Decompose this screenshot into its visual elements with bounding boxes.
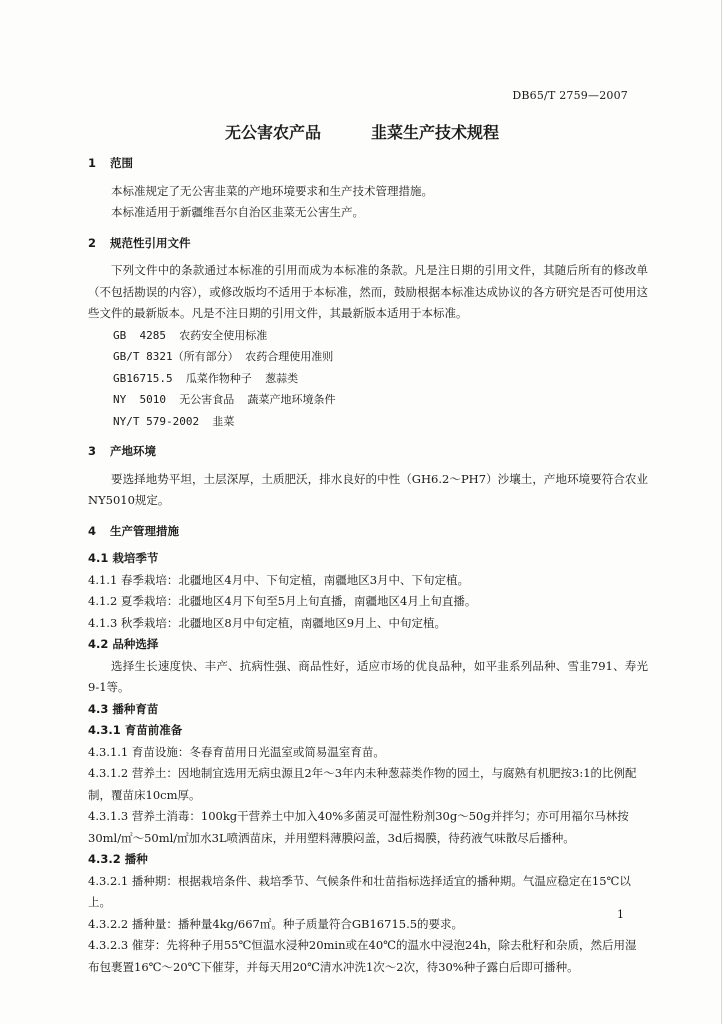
clause-item: 4.3.2.2 播种量：播种量4kg/667㎡。种子质量符合GB16715.5的要求。 [88, 916, 464, 931]
reference-item: NY/T 579-2002 韭菜 [113, 414, 235, 428]
section-heading-2: 2 规范性引用文件 [88, 235, 191, 250]
reference-item: GB/T 8321（所有部分） 农药合理使用准则 [113, 350, 334, 363]
subsection-heading: 4.1 栽培季节 [88, 551, 159, 565]
section-4-lines [88, 548, 648, 978]
document-title [0, 120, 724, 143]
clause-item: 4.3.2.3 催芽：先将种子用55℃恒温水浸种20min或在40℃的温水中浸泡24h，除去秕籽和杂质，然后用湿布包裹置16℃～20℃下催芽，并每天用20℃清水冲洗1次～2次，待30%种子露白后即可播种。 [88, 938, 637, 974]
clause-item: 4.1.3 秋季栽培：北疆地区8月中旬定植，南疆地区9月上、中旬定植。 [88, 615, 447, 630]
subsection-heading: 4.2 品种选择 [88, 637, 159, 651]
title-left: 无公害农产品 [224, 123, 321, 142]
standard-code: DB65/T 2759—2007 [512, 89, 628, 102]
clause-item: 4.3.2.1 播种期：根据栽培条件、栽培季节、气候条件和壮苗指标选择适宜的播种期。气温应稳定在15℃以上。 [88, 873, 631, 909]
subsection-heading: 4.3.1 育苗前准备 [88, 723, 183, 737]
reference-item: GB16715.5 瓜菜作物种子 葱蒜类 [113, 371, 299, 385]
subsection-heading: 4.3 播种育苗 [88, 701, 159, 716]
title-right: 韭菜生产技术规程 [371, 123, 500, 142]
paragraph: 选择生长速度快、丰产、抗病性强、商品性好，适应市场的优良品种，如平韭系列品种、雪韭791、寿光9-1等。 [88, 658, 648, 694]
clause-item: 4.1.2 夏季栽培：北疆地区4月下旬至5月上旬直播，南疆地区4月上旬直播。 [88, 594, 477, 608]
clause-item: 4.3.1.2 营养土：因地制宜选用无病虫源且2年～3年内未种葱蒜类作物的园土，与腐熟有机肥按3:1的比例配制，覆苗床10cm厚。 [88, 766, 637, 802]
paragraph: 本标准规定了无公害韭菜的产地环境要求和生产技术管理措施。 [111, 183, 433, 198]
paragraph: 要选择地势平坦，土层深厚，土质肥沃，排水良好的中性（GH6.2～PH7）沙壤土，产地环境要符合农业NY5010规定。 [88, 471, 648, 507]
document-body [88, 150, 648, 978]
scan-edge-line [721, 0, 722, 1024]
section-heading-3: 3 产地环境 [88, 444, 156, 458]
page-number: 1 [617, 908, 624, 921]
subsection-heading: 4.3.2 播种 [88, 852, 148, 866]
paragraph: 下列文件中的条款通过本标准的引用而成为本标准的条款。凡是注日期的引用文件，其随后所有的修改单（不包括勘误的内容），或修改版均不适用于本标准，然而，鼓励根据本标准达成协议的各方研究是否可使用这些文件的最新版本。凡是不注日期的引用文件，其最新版本适用于本标准。 [88, 263, 648, 320]
reference-item: GB 4285 农药安全使用标准 [113, 328, 268, 342]
clause-item: 4.1.1 春季栽培：北疆地区4月中、下旬定植，南疆地区3月中、下旬定植。 [88, 572, 470, 587]
clause-item: 4.3.1.1 育苗设施：冬春育苗用日光温室或简易温室育苗。 [88, 744, 385, 759]
clause-item: 4.3.1.3 营养土消毒：100kg干营养土中加入40%多菌灵可湿性粉剂30g～50g并拌匀；亦可用福尔马林按30ml/㎡～50ml/㎡加水3L喷洒苗床，并用塑料薄膜闷盖，3d后揭膜，待药液气味散尽后播种。 [88, 809, 629, 845]
paragraph: 本标准适用于新疆维吾尔自治区韭菜无公害生产。 [111, 205, 364, 219]
section-heading-4: 4 生产管理措施 [88, 523, 179, 538]
section-heading-1: 1 范围 [88, 156, 133, 170]
reference-item: NY 5010 无公害食品 蔬菜产地环境条件 [113, 393, 336, 406]
